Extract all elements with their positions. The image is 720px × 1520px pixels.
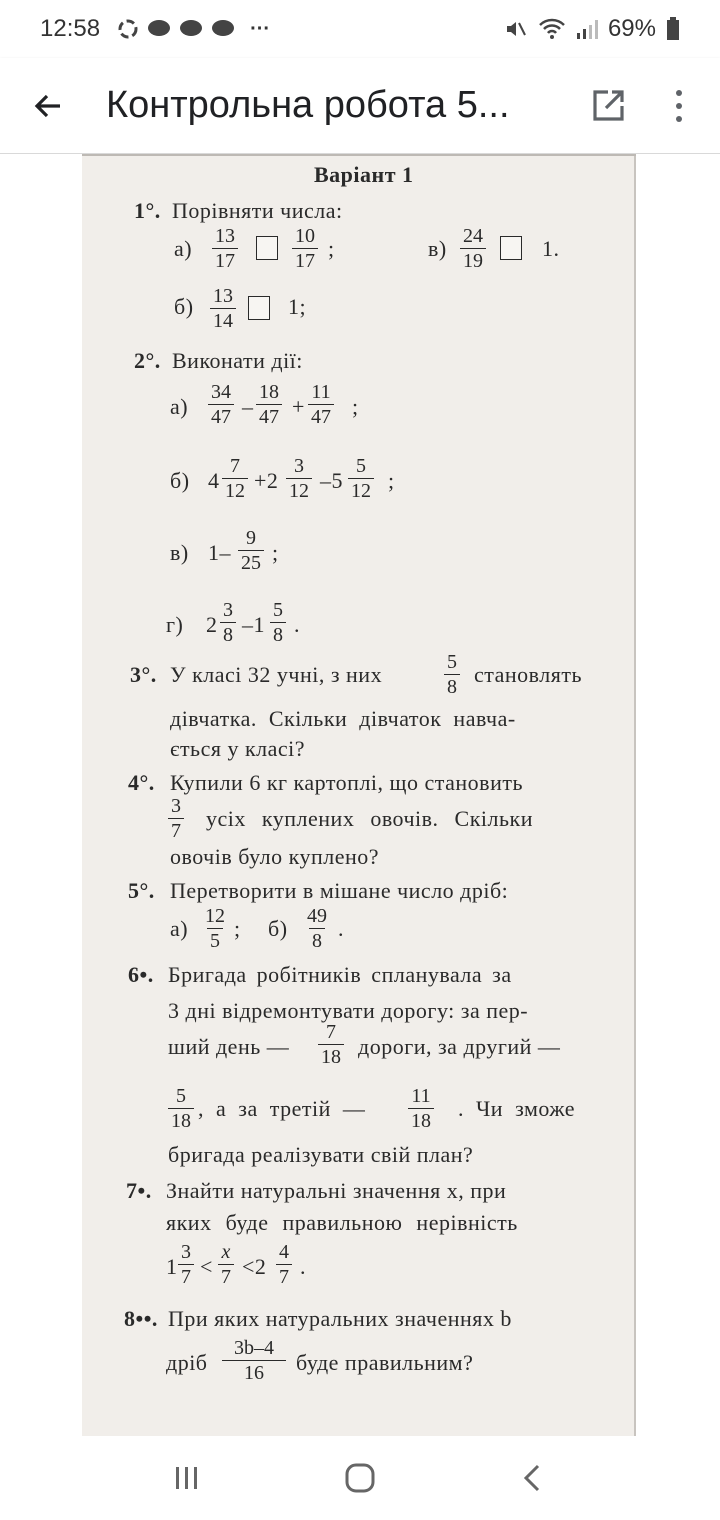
q6-line-2: 3 дні відремонтувати дорогу: за пер- — [168, 998, 529, 1023]
document-viewer[interactable] — [0, 154, 720, 1436]
q4-fraction: $\frac{3}{7}$ — [168, 794, 184, 843]
q1-v-compare-box — [500, 236, 522, 260]
q2-b-label: б) — [170, 468, 190, 493]
q5-b-fraction: $\frac{49}{8}$ — [307, 905, 327, 952]
q2-b-op-2: –5 — [320, 468, 343, 493]
q1-v-fraction: $\frac{24}{19}$ — [460, 224, 486, 273]
q3-line-3: ється у класі? — [170, 736, 306, 761]
arrow-back-icon — [32, 90, 64, 122]
open-in-new-icon — [588, 86, 628, 126]
app-bar — [0, 58, 720, 154]
q4-line-2: усіх куплених овочів. Скільки — [206, 806, 533, 831]
q4-line-1: Купили 6 кг картоплі, що становить — [170, 770, 523, 795]
q7-line-2: яких буде правильною нерівність — [166, 1210, 518, 1235]
q6-line-3a: ший день — — [168, 1034, 290, 1059]
wifi-icon — [538, 17, 566, 41]
system-nav-bar — [0, 1436, 720, 1520]
q3-line-1a: У класі 32 учні, з них — [170, 662, 383, 687]
q7-fraction-3: $\frac{4}{7}$ — [276, 1240, 292, 1289]
q6-fraction-3: $\frac{11}{18}$ — [408, 1084, 434, 1133]
q7-line-1: Знайти натуральні значення x, при — [166, 1178, 507, 1203]
q5-number: 5°. — [128, 878, 155, 903]
q5-b-end: . — [338, 916, 344, 941]
q8-line-2a: дріб — [166, 1350, 208, 1375]
q7-fraction-2: $\frac{x}{7}$ — [218, 1240, 234, 1289]
q6-number: 6•. — [128, 962, 154, 987]
q3-line-2: дівчатка. Скільки дівчаток навча- — [170, 706, 516, 731]
q2-v-fraction: $\frac{9}{25}$ — [238, 526, 264, 575]
battery-percent: 69% — [607, 15, 656, 42]
q5-a-label: а) — [170, 916, 189, 941]
q7-whole-1: 1 — [166, 1254, 178, 1279]
battery-icon — [666, 17, 680, 41]
q7-number: 7•. — [126, 1178, 152, 1203]
q1-b-end: 1; — [288, 294, 307, 319]
q6-line-3b: дороги, за другий — — [358, 1034, 561, 1059]
notification-icons — [116, 17, 270, 41]
recents-icon — [172, 1463, 202, 1493]
q1-a-end: ; — [328, 236, 335, 261]
chat-bubble-icon — [146, 18, 172, 40]
q1-b-compare-box — [248, 296, 270, 320]
q2-g-op: –1 — [242, 612, 265, 637]
q2-v-label: в) — [170, 540, 189, 565]
q2-v-end: ; — [272, 540, 279, 565]
status-time: 12:58 — [40, 15, 101, 42]
q2-g-fraction-1: $\frac{3}{8}$ — [220, 598, 236, 647]
status-right — [504, 15, 680, 43]
q2-number: 2°. — [134, 348, 161, 373]
q1-v-end: 1. — [542, 236, 560, 261]
q3-line-1b: становлять — [474, 662, 583, 687]
mute-icon — [504, 17, 528, 41]
q1-number: 1°. — [134, 198, 161, 223]
back-nav-button[interactable] — [503, 1448, 563, 1508]
home-icon — [344, 1462, 376, 1494]
chat-bubble-icon — [210, 18, 236, 40]
q6-line-4b: . Чи зможе — [458, 1096, 575, 1121]
open-external-button[interactable] — [588, 86, 628, 126]
q2-a-op-2: + — [292, 394, 305, 419]
q4-line-3: овочів було куплено? — [170, 844, 380, 869]
q7-lt-2: <2 — [242, 1254, 267, 1279]
q2-b-end: ; — [388, 468, 395, 493]
q2-v-whole: 1– — [208, 540, 231, 565]
q1-a-compare-box — [256, 236, 278, 260]
q6-line-4a: , а за третій — — [198, 1096, 366, 1121]
chevron-left-icon — [518, 1463, 548, 1493]
q2-a-op-1: – — [242, 394, 254, 419]
q6-fraction-2: $\frac{5}{18}$ — [168, 1084, 194, 1133]
q1-b-label: б) — [174, 294, 194, 319]
q5-b-label: б) — [268, 916, 288, 941]
document-title: Контрольна робота 5... — [106, 84, 510, 126]
q6-line-1: Бригада робітників спланувала за — [168, 962, 512, 987]
q1-a-label: а) — [174, 236, 193, 261]
q6-fraction-1: $\frac{7}{18}$ — [318, 1020, 344, 1069]
more-notifications-icon: ··· — [250, 17, 271, 40]
q5-line-1: Перетворити в мішане число дріб: — [170, 878, 509, 903]
q2-b-op-1: +2 — [254, 468, 279, 493]
q1-v-label: в) — [428, 236, 447, 261]
home-button[interactable] — [330, 1448, 390, 1508]
q2-g-fraction-2: $\frac{5}{8}$ — [270, 598, 286, 647]
q2-b-whole-1: 4 — [208, 468, 220, 493]
q7-fraction-1: $\frac{3}{7}$ — [178, 1240, 194, 1289]
more-options-button[interactable] — [664, 86, 694, 126]
variant-heading: Варіант 1 — [314, 162, 414, 187]
q7-end: . — [300, 1254, 306, 1279]
q2-g-end: . — [294, 612, 300, 637]
scanned-page — [82, 154, 636, 1436]
q2-a-fraction-3: $\frac{11}{47}$ — [308, 380, 334, 429]
q7-lt-1: < — [200, 1254, 213, 1279]
chat-bubble-icon — [178, 18, 204, 40]
q5-a-fraction: $\frac{12}{5}$ — [205, 905, 225, 952]
signal-icon — [576, 17, 598, 41]
q1-text: Порівняти числа: — [172, 198, 343, 223]
q2-a-end: ; — [352, 394, 359, 419]
q8-number: 8••. — [124, 1306, 158, 1331]
q8-line-1: При яких натуральних значеннях b — [168, 1306, 512, 1331]
status-bar — [0, 0, 720, 58]
q5-a-end: ; — [234, 916, 241, 941]
back-button[interactable] — [0, 58, 96, 154]
q2-b-fraction-3: $\frac{5}{12}$ — [348, 454, 374, 503]
q2-b-fraction-2: $\frac{3}{12}$ — [286, 454, 312, 503]
recycle-icon — [116, 17, 140, 41]
q3-number: 3°. — [130, 662, 157, 687]
q1-a-fraction-2: $\frac{10}{17}$ — [292, 224, 318, 273]
q2-b-fraction-1: $\frac{7}{12}$ — [222, 454, 248, 503]
q4-number: 4°. — [128, 770, 155, 795]
q2-text: Виконати дії: — [172, 348, 303, 373]
q1-a-fraction-1: $\frac{13}{17}$ — [212, 224, 238, 273]
q2-g-whole-1: 2 — [206, 612, 218, 637]
q8-line-2b: буде правильним? — [296, 1350, 474, 1375]
recent-apps-button[interactable] — [157, 1448, 217, 1508]
q6-line-5: бригада реалізувати свій план? — [168, 1142, 474, 1167]
q2-a-fraction-2: $\frac{18}{47}$ — [256, 380, 282, 429]
q2-g-label: г) — [166, 612, 184, 637]
q3-fraction: $\frac{5}{8}$ — [444, 650, 460, 699]
q2-a-fraction-1: $\frac{34}{47}$ — [208, 380, 234, 429]
q1-b-fraction: $\frac{13}{14}$ — [210, 284, 236, 333]
q2-a-label: а) — [170, 394, 189, 419]
q8-fraction: $\frac{3b-4}{16}$ — [222, 1336, 286, 1385]
